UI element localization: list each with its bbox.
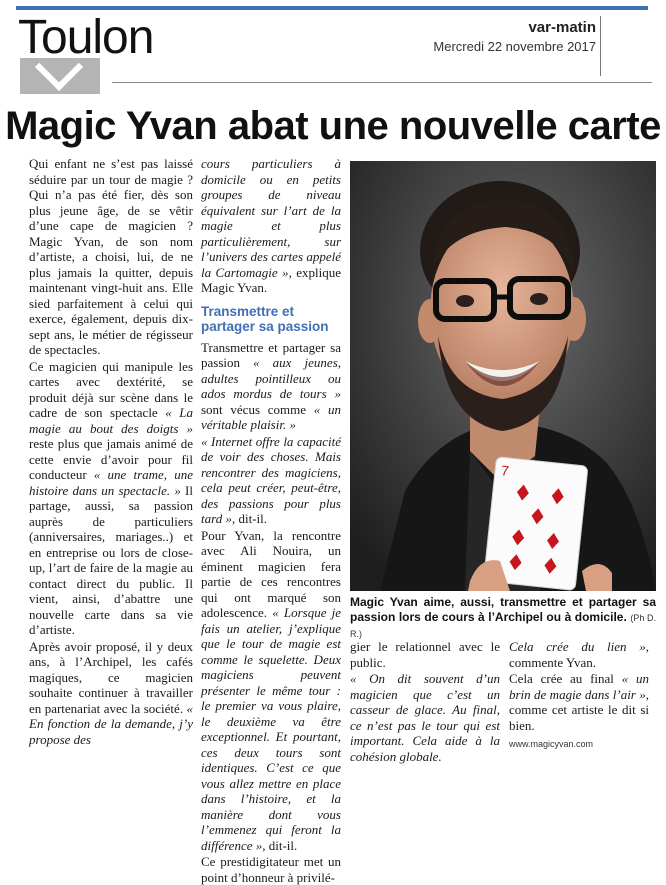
paragraph: Après avoir proposé, il y deux ans, à l’Archipel, les cafés magiques, ce magicien souhaite continuer à travailler en partenariat avec la société. « En fonction de la demande, j’y propose des [29, 638, 193, 747]
website-link[interactable]: www.magicyvan.com [509, 739, 594, 749]
section-title: Toulon [18, 11, 154, 64]
article-column-1 [29, 156, 193, 747]
article-headline: Magic Yvan abat une nouvelle carte [5, 104, 661, 148]
paragraph: Transmettre et partager sa passion « aux jeunes, adultes pointilleux ou ados mordus de tours » sont vécus comme « un véritable plaisir. » [201, 339, 342, 432]
quote: « Internet offre la capacité de voir des choses. Mais rencontrer des magiciens, cela peut créer, peut-être, des passions pour plus tard » [201, 433, 341, 526]
paragraph: Pour Yvan, la rencontre avec Ali Nouira, un éminent magicien fera partie de ces rencontres qui ont marqué son adolescence. « Lorsque je fais un atelier, j’explique que le tour de magie est comme le squelette. Deux magiciens peuvent présenter le même tour : le premier va vous plaire, le deuxième va être exceptionnel. Et pourtant, ces deux tours sont identiques. C’est ce que vous allez mettre en place dans l’histoire, et la manière dont vous l’emmenez qui feront la différence », dit-il. [201, 527, 342, 853]
quote: « En fonction de la demande, j’y propose des [29, 700, 193, 747]
paragraph: cours particuliers à domicile ou en petits groupes de niveau équivalent sur l’art de la magie et plus particulièrement, sur l’univers des cartes appelé la Cartomagie », explique Magic Yvan. [201, 156, 341, 295]
paragraph: Ce magicien qui manipule les cartes avec dextérité, se produit déjà sur scène dans le cadre de son spectacle « La magie au bout des doigts » reste plus que jamais animé de cette envie d’avoir pour fil conducteur « une trame, une histoire dans un spectacle. » Il partage, aussi, sa passion auprès de particuliers (anniversaires, mariages..) et en entreprise ou lors de close-up, l’art de faire de la magie au contact direct du public. Il vient, ainsi, d’abattre une nouvelle carte dans sa vie d’artiste. [29, 358, 193, 637]
header-rule [112, 82, 652, 83]
paragraph: « Internet offre la capacité de voir des choses. Mais rencontrer des magiciens, cela peut créer, peut-être, des passions pour plus tard », dit-il. [201, 433, 341, 526]
header-divider [600, 16, 601, 76]
quote: « une trame, une histoire dans un spectacle. » [29, 467, 193, 498]
quote: « Lorsque je fais un atelier, j’explique que le tour de magie est comme le squelette. Deux magiciens peuvent présenter le même tour : le premier va vous plaire, le deuxième va être exceptionnel. Et pourtant, ces deux tours sont identiques. C’est ce que vous allez mettre en place dans l’histoire, et la manière dont vous l’emmenez qui feront la différence » [201, 605, 342, 853]
paragraph: Cela crée du lien », commente Yvan. [509, 639, 649, 670]
paragraph: Cela crée au final « un brin de magie dans l’air », comme cet artiste le dit si bien. [509, 671, 650, 733]
subheading: Transmettre et partager sa passion [201, 303, 329, 334]
paragraph: gier le relationnel avec le public. [350, 639, 500, 670]
newspaper-name: var-matin [528, 19, 596, 36]
portrait-photo [350, 161, 656, 591]
quote: Cela crée du lien » [509, 639, 646, 654]
quote: « un brin de magie dans l’air » [509, 671, 650, 702]
photo-credit: (Ph D. R.) [350, 613, 656, 639]
article-column-2 [201, 156, 341, 885]
show-title: « La magie au bout des doigts » [29, 405, 193, 436]
quote: cours particuliers à domicile ou en petits groupes de niveau équivalent sur l’art de la magie et plus particulièrement, sur l’univers des cartes appelé la Cartomagie » [201, 156, 341, 280]
article-column-3 [350, 639, 500, 764]
photo-illustration [350, 161, 656, 591]
article-column-4 [509, 639, 649, 753]
svg-text:7: 7 [500, 462, 510, 479]
top-rule [16, 6, 648, 10]
paragraph: Qui enfant ne s’est pas laissé séduire par un tour de magie ? Qui n’a pas été fier, dès son plus jeune âge, de se vêtir d’une cape de magicien ? Magic Yvan, de son nom d’artiste, a choisi, lui, de ne plus jamais la quitter, depuis maintenant vingt-huit ans. Elle sied parfaitement à celui qui exerce, également, depuis dix-sept ans, le métier de régisseur de spectacles. [29, 156, 193, 357]
paragraph [350, 671, 500, 764]
quote: « un véritable plaisir. » [201, 401, 341, 432]
quote: « On dit souvent d’un magicien que c’est un casseur de glace. Au final, ce n’est pas le tour qui est important. Cela aide à la cohésion globale. [350, 671, 500, 764]
paragraph: Ce prestidigitateur met un point d’honneur à privilé- [201, 854, 341, 885]
issue-date: Mercredi 22 novembre 2017 [433, 39, 596, 54]
photo-caption: Magic Yvan aime, aussi, transmettre et partager sa passion lors de cours à l’Archipel ou à domicile. (Ph D. R.) [350, 595, 656, 639]
quote: « aux jeunes, adultes pointilleux ou ados mordus de tours » [201, 355, 342, 401]
